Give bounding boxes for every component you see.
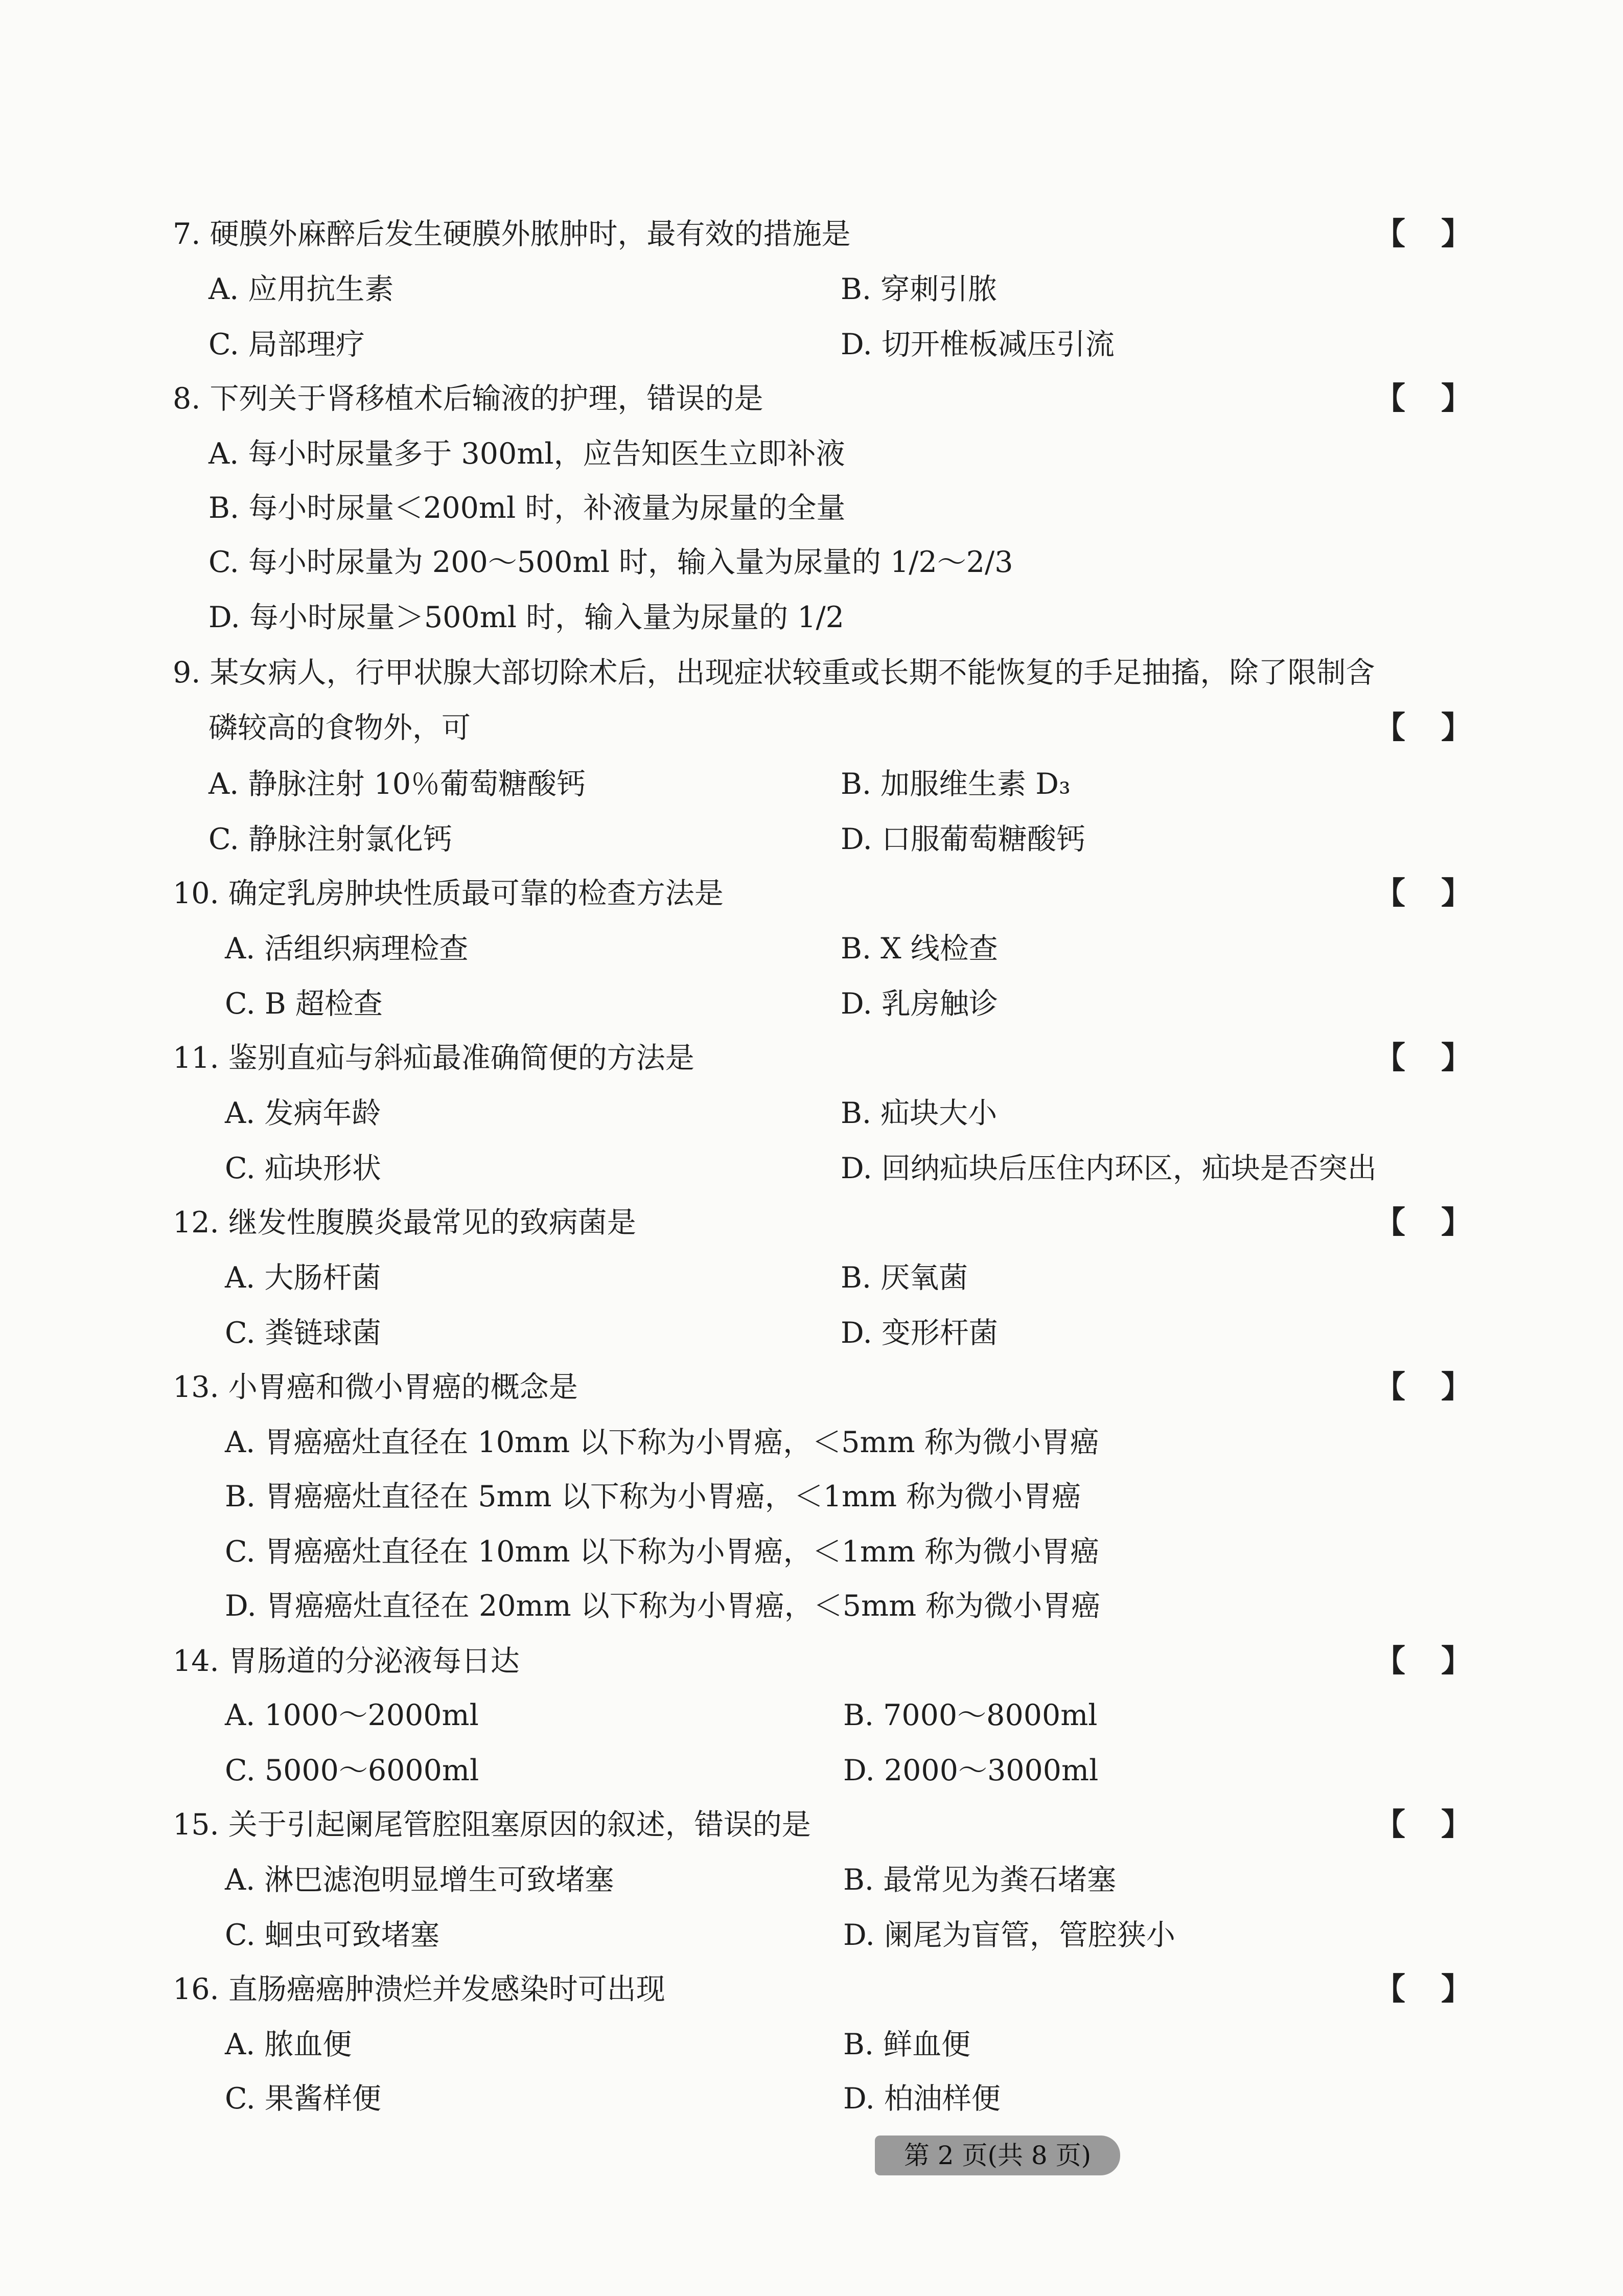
question-10-option-c: C. B 超检查 [225, 987, 383, 1021]
question-10-option-d: D. 乳房触诊 [841, 987, 998, 1021]
question-12-option-d: D. 变形杆菌 [841, 1316, 998, 1350]
question-13-option-d: D. 胃癌癌灶直径在 20mm 以下称为小胃癌，＜5mm 称为微小胃癌 [225, 1589, 1101, 1623]
question-9-text-continued: 磷较高的食物外，可 [208, 711, 471, 745]
page-number-footer: 第 2 页(共 8 页) [875, 2136, 1120, 2175]
answer-bracket-16[interactable]: 【 】 [1375, 1971, 1472, 2007]
question-16-text: 16. 直肠癌癌肿溃烂并发感染时可出现 [173, 1972, 665, 2006]
question-9-option-c: C. 静脉注射氯化钙 [208, 822, 452, 856]
question-9-option-b: B. 加服维生素 D₃ [841, 767, 1071, 801]
question-15-option-a: A. 淋巴滤泡明显增生可致堵塞 [225, 1863, 614, 1897]
question-7-option-b: B. 穿刺引脓 [841, 272, 998, 306]
answer-bracket-15[interactable]: 【 】 [1375, 1807, 1472, 1843]
question-13-option-c: C. 胃癌癌灶直径在 10mm 以下称为小胃癌，＜1mm 称为微小胃癌 [225, 1535, 1100, 1569]
question-13-text: 13. 小胃癌和微小胃癌的概念是 [173, 1370, 578, 1404]
question-11-option-a: A. 发病年龄 [225, 1096, 381, 1130]
question-9-text: 9. 某女病人，行甲状腺大部切除术后，出现症状较重或长期不能恢复的手足抽搐，除了限制含 [173, 656, 1375, 690]
answer-bracket-12[interactable]: 【 】 [1375, 1205, 1472, 1241]
question-11-option-c: C. 疝块形状 [225, 1152, 381, 1185]
answer-bracket-10[interactable]: 【 】 [1375, 876, 1472, 911]
question-12-option-a: A. 大肠杆菌 [225, 1261, 381, 1295]
question-16-option-a: A. 脓血便 [225, 2028, 352, 2061]
answer-bracket-7[interactable]: 【 】 [1375, 216, 1472, 252]
question-16-option-d: D. 柏油样便 [843, 2082, 1001, 2116]
question-8-option-c: C. 每小时尿量为 200～500ml 时，输入量为尿量的 1/2～2/3 [208, 545, 1013, 579]
answer-bracket-9[interactable]: 【 】 [1375, 710, 1472, 746]
question-15-option-d: D. 阑尾为盲管，管腔狭小 [843, 1918, 1175, 1952]
question-11-text: 11. 鉴别直疝与斜疝最准确简便的方法是 [173, 1041, 694, 1075]
question-15-text: 15. 关于引起阑尾管腔阻塞原因的叙述，错误的是 [173, 1808, 811, 1842]
question-14-option-a: A. 1000～2000ml [225, 1698, 479, 1732]
answer-bracket-13[interactable]: 【 】 [1375, 1369, 1472, 1405]
question-15-option-b: B. 最常见为粪石堵塞 [843, 1863, 1117, 1897]
answer-bracket-8[interactable]: 【 】 [1375, 381, 1472, 417]
question-13-option-b: B. 胃癌癌灶直径在 5mm 以下称为小胃癌，＜1mm 称为微小胃癌 [225, 1480, 1081, 1513]
question-14-option-c: C. 5000～6000ml [225, 1754, 479, 1787]
question-12-text: 12. 继发性腹膜炎最常见的致病菌是 [173, 1206, 636, 1239]
question-8-option-b: B. 每小时尿量＜200ml 时，补液量为尿量的全量 [208, 491, 846, 525]
question-7-text: 7. 硬膜外麻醉后发生硬膜外脓肿时，最有效的措施是 [173, 217, 851, 251]
question-15-option-c: C. 蛔虫可致堵塞 [225, 1918, 439, 1952]
question-11-option-b: B. 疝块大小 [841, 1096, 998, 1130]
question-12-option-b: B. 厌氧菌 [841, 1261, 968, 1295]
question-7-option-a: A. 应用抗生素 [208, 272, 394, 306]
question-10-text: 10. 确定乳房肿块性质最可靠的检查方法是 [173, 877, 724, 910]
question-16-option-c: C. 果酱样便 [225, 2082, 381, 2116]
question-14-option-b: B. 7000～8000ml [843, 1698, 1098, 1732]
question-12-option-c: C. 粪链球菌 [225, 1316, 381, 1350]
question-10-option-b: B. X 线检查 [841, 932, 998, 966]
question-11-option-d: D. 回纳疝块后压住内环区，疝块是否突出 [841, 1152, 1377, 1185]
question-9-option-a: A. 静脉注射 10％葡萄糖酸钙 [208, 767, 586, 801]
question-16-option-b: B. 鲜血便 [843, 2028, 971, 2061]
question-7-option-c: C. 局部理疗 [208, 328, 365, 361]
question-8-text: 8. 下列关于肾移植术后输液的护理，错误的是 [173, 382, 763, 416]
question-7-option-d: D. 切开椎板减压引流 [841, 328, 1115, 361]
question-10-option-a: A. 活组织病理检查 [225, 932, 469, 966]
question-8-option-d: D. 每小时尿量＞500ml 时，输入量为尿量的 1/2 [208, 601, 844, 634]
question-9-option-d: D. 口服葡萄糖酸钙 [841, 822, 1085, 856]
answer-bracket-14[interactable]: 【 】 [1375, 1643, 1472, 1679]
question-14-text: 14. 胃肠道的分泌液每日达 [173, 1644, 520, 1678]
question-14-option-d: D. 2000～3000ml [843, 1754, 1099, 1787]
answer-bracket-11[interactable]: 【 】 [1375, 1040, 1472, 1076]
question-13-option-a: A. 胃癌癌灶直径在 10mm 以下称为小胃癌，＜5mm 称为微小胃癌 [225, 1426, 1099, 1459]
question-8-option-a: A. 每小时尿量多于 300ml，应告知医生立即补液 [208, 437, 845, 471]
